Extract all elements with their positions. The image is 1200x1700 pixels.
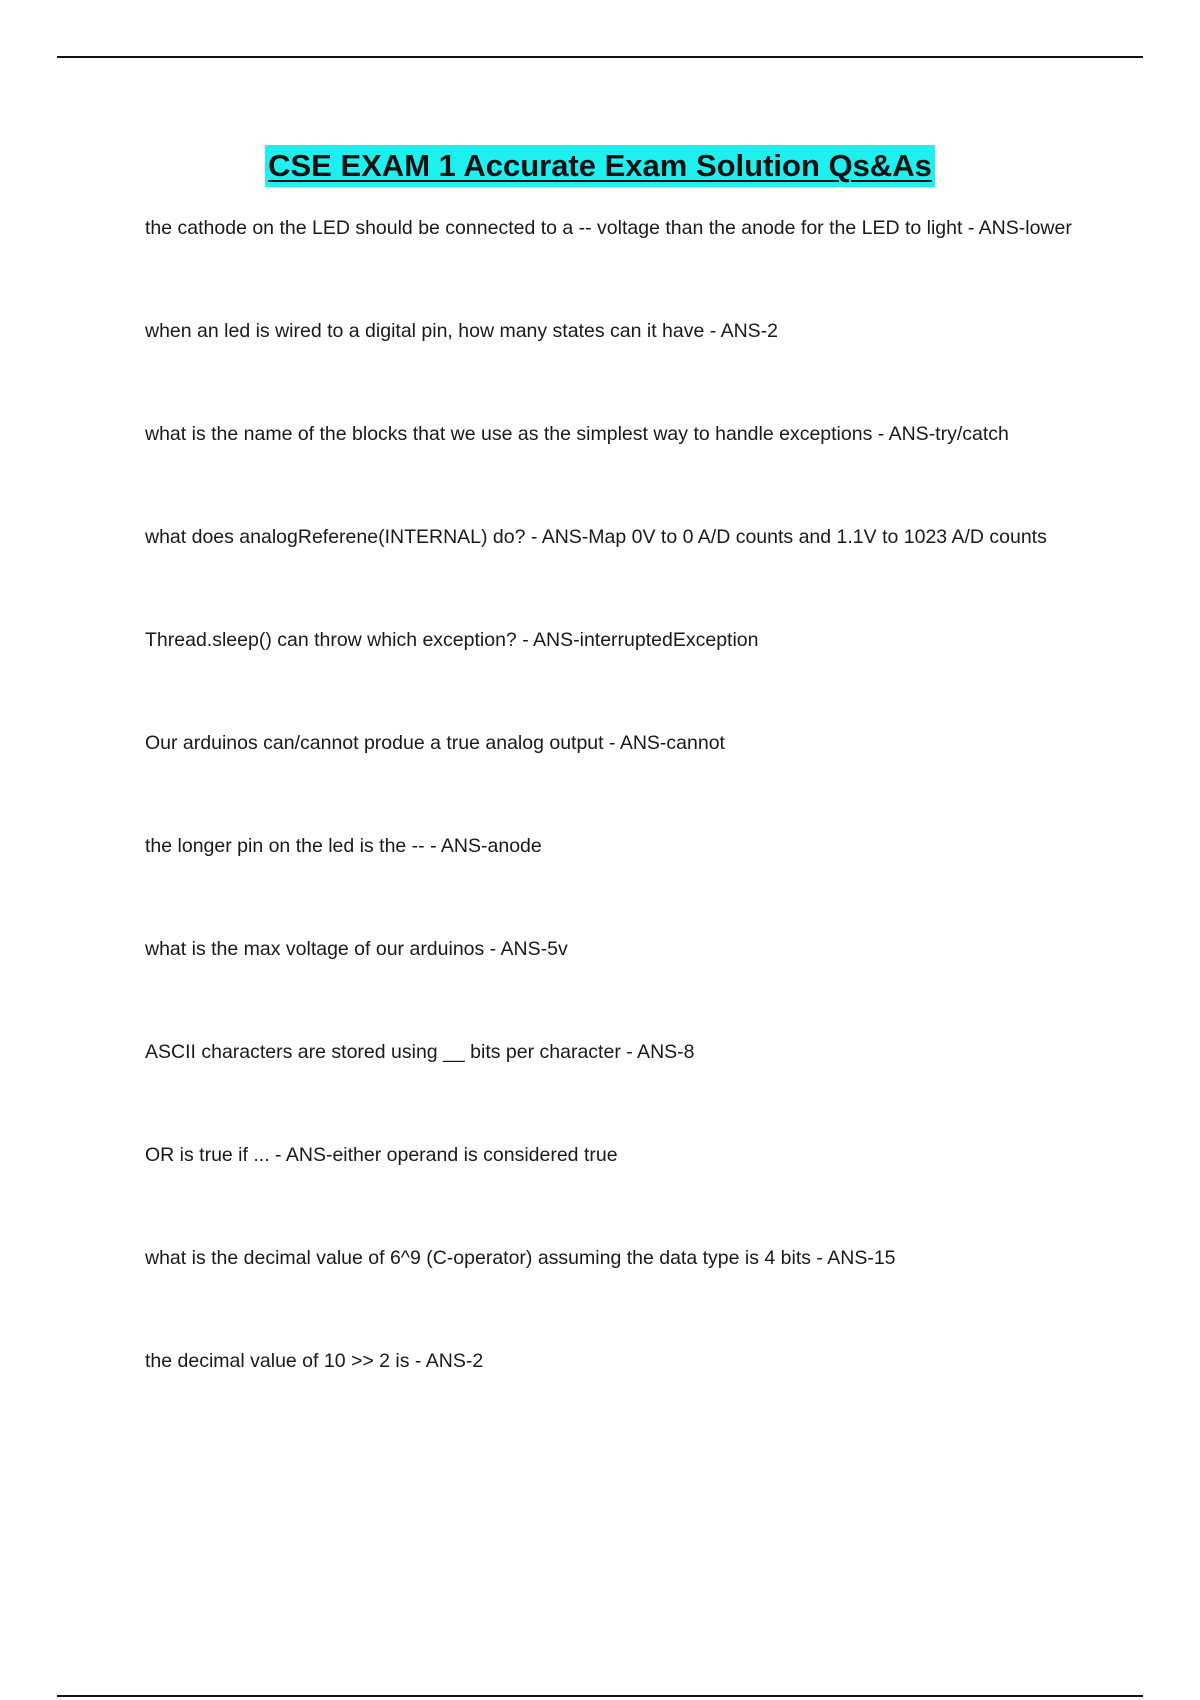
qa-item-5: Thread.sleep() can throw which exception? - ANS-interruptedException xyxy=(145,629,759,651)
qa-item-7: the longer pin on the led is the -- - ANS-anode xyxy=(145,835,542,857)
qa-item-10: OR is true if ... - ANS-either operand is considered true xyxy=(145,1144,618,1166)
top-rule xyxy=(57,56,1143,58)
qa-item-2: when an led is wired to a digital pin, how many states can it have - ANS-2 xyxy=(145,320,778,342)
qa-item-12: the decimal value of 10 >> 2 is - ANS-2 xyxy=(145,1350,484,1372)
title-container xyxy=(0,145,1200,187)
qa-item-9: ASCII characters are stored using __ bits per character - ANS-8 xyxy=(145,1041,695,1063)
qa-item-4: what does analogReferene(INTERNAL) do? - ANS-Map 0V to 0 A/D counts and 1.1V to 1023 A/D counts xyxy=(145,526,1047,548)
document-title: CSE EXAM 1 Accurate Exam Solution Qs&As xyxy=(265,145,935,187)
bottom-rule xyxy=(57,1695,1143,1697)
qa-item-11: what is the decimal value of 6^9 (C-operator) assuming the data type is 4 bits - ANS-15 xyxy=(145,1247,896,1269)
qa-item-3: what is the name of the blocks that we use as the simplest way to handle exceptions - ANS-try/catch xyxy=(145,423,1009,445)
qa-item-1: the cathode on the LED should be connected to a -- voltage than the anode for the LED to light - ANS-lower xyxy=(145,217,1072,239)
qa-list xyxy=(145,212,1080,1378)
qa-item-6: Our arduinos can/cannot produe a true analog output - ANS-cannot xyxy=(145,732,725,754)
qa-item-8: what is the max voltage of our arduinos - ANS-5v xyxy=(145,938,568,960)
